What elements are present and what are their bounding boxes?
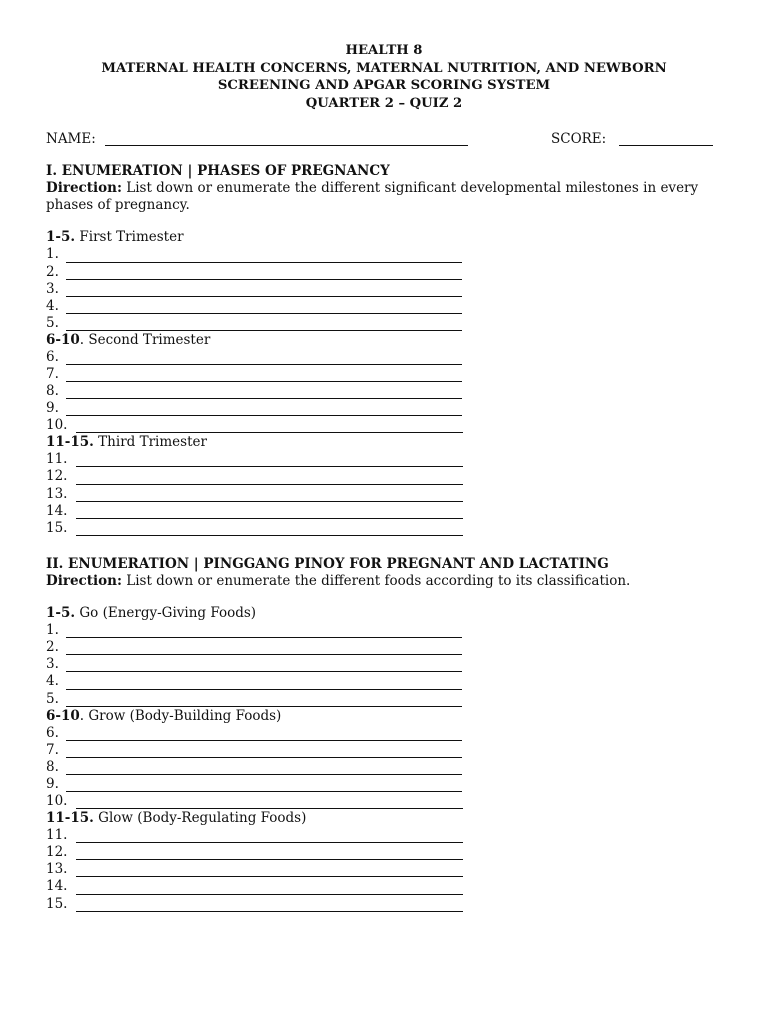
name-label: NAME: <box>46 131 96 147</box>
score-blank[interactable] <box>619 144 713 146</box>
answer-number: 6. <box>46 348 59 365</box>
group-label: First Trimester <box>75 229 184 246</box>
answer-row <box>46 673 726 690</box>
answer-row <box>46 315 726 332</box>
answer-number: 13. <box>46 485 68 502</box>
answer-blank[interactable] <box>66 670 462 672</box>
answer-number: 4. <box>46 297 59 314</box>
answer-blank[interactable] <box>76 500 463 502</box>
name-score-row <box>46 129 714 149</box>
answer-row <box>46 246 726 263</box>
answer-blank[interactable] <box>66 312 462 314</box>
answer-number: 11. <box>46 827 68 844</box>
answer-row <box>46 417 726 434</box>
answer-row <box>46 503 726 520</box>
answer-number: 8. <box>46 758 59 775</box>
answer-number: 14. <box>46 878 68 895</box>
group-range: 11-15. <box>46 810 94 827</box>
answer-blank[interactable] <box>66 329 462 331</box>
answer-number: 4. <box>46 673 59 690</box>
answer-number: 10. <box>46 793 68 810</box>
answer-number: 5. <box>46 690 59 707</box>
answer-number: 1. <box>46 246 59 263</box>
section-pinggang-pinoy <box>46 556 726 913</box>
answer-row <box>46 400 726 417</box>
answer-row <box>46 383 726 400</box>
answer-blank[interactable] <box>66 380 462 382</box>
answer-number: 15. <box>46 895 68 912</box>
answer-row <box>46 861 726 878</box>
answer-number: 3. <box>46 656 59 673</box>
answer-blank[interactable] <box>76 841 463 843</box>
answer-row <box>46 827 726 844</box>
answer-blank[interactable] <box>76 517 463 519</box>
answer-row <box>46 742 726 759</box>
answer-number: 15. <box>46 519 68 536</box>
answer-number: 9. <box>46 400 59 417</box>
answer-number: 9. <box>46 775 59 792</box>
answer-row <box>46 639 726 656</box>
subject-title: HEALTH 8 <box>345 43 423 58</box>
answer-blank[interactable] <box>66 414 462 416</box>
group-label: . Grow (Body-Building Foods) <box>79 707 282 724</box>
answer-number: 6. <box>46 724 59 741</box>
group-label: Go (Energy-Giving Foods) <box>75 605 257 622</box>
answer-blank[interactable] <box>66 773 462 775</box>
answer-number: 10. <box>46 417 68 434</box>
answer-number: 1. <box>46 622 59 639</box>
direction-label: Direction: <box>46 180 122 196</box>
answer-number: 14. <box>46 502 68 519</box>
answer-row <box>46 691 726 708</box>
answer-blank[interactable] <box>76 431 463 433</box>
group-range: 6-10 <box>46 707 80 724</box>
group-label: Glow (Body-Regulating Foods) <box>93 810 307 827</box>
answer-blank[interactable] <box>66 653 462 655</box>
section-title: I. ENUMERATION | PHASES OF PREGNANCY <box>46 163 390 179</box>
quarter-quiz-title: QUARTER 2 – QUIZ 2 <box>305 95 463 111</box>
answer-blank[interactable] <box>66 790 462 792</box>
answer-number: 2. <box>46 263 59 280</box>
answer-row <box>46 878 726 895</box>
answer-row <box>46 264 726 281</box>
answer-row <box>46 622 726 639</box>
answer-blank[interactable] <box>66 739 462 741</box>
answer-row <box>46 281 726 298</box>
answer-row <box>46 896 726 913</box>
group-title <box>46 332 726 349</box>
answer-number: 7. <box>46 365 59 382</box>
answer-number: 2. <box>46 639 59 656</box>
answer-row <box>46 656 726 673</box>
group-title <box>46 810 726 827</box>
name-blank[interactable] <box>105 144 468 146</box>
answer-blank[interactable] <box>76 875 463 877</box>
quiz-header <box>0 42 768 112</box>
group-label: Third Trimester <box>93 434 207 451</box>
answer-blank[interactable] <box>66 688 462 690</box>
answer-blank[interactable] <box>76 858 463 860</box>
section-phases-of-pregnancy <box>46 163 726 537</box>
direction-text <box>46 573 726 590</box>
answer-blank[interactable] <box>76 534 463 536</box>
answer-blank[interactable] <box>76 465 463 467</box>
answer-blank[interactable] <box>76 893 463 895</box>
section-title: II. ENUMERATION | PINGGANG PINOY FOR PREGNANT AND LACTATING <box>46 556 609 572</box>
direction-label: Direction: <box>46 573 122 589</box>
group-title <box>46 605 726 622</box>
answer-row <box>46 298 726 315</box>
answer-blank[interactable] <box>66 397 462 399</box>
group-range: 11-15. <box>46 434 94 451</box>
answer-number: 7. <box>46 741 59 758</box>
group-title <box>46 229 726 246</box>
answer-row <box>46 486 726 503</box>
answer-row <box>46 844 726 861</box>
answer-row <box>46 776 726 793</box>
group-range: 1-5. <box>46 605 76 622</box>
answer-number: 12. <box>46 468 68 485</box>
answer-number: 8. <box>46 383 59 400</box>
answer-blank[interactable] <box>76 910 463 912</box>
direction-body: List down or enumerate the different significant developmental milestones in every phases of pregnancy. <box>46 180 699 214</box>
answer-row <box>46 793 726 810</box>
group-label: . Second Trimester <box>79 331 211 348</box>
group-title <box>46 708 726 725</box>
answer-blank[interactable] <box>76 483 463 485</box>
answer-blank[interactable] <box>66 278 462 280</box>
answer-row <box>46 759 726 776</box>
answer-number: 12. <box>46 844 68 861</box>
group-title <box>46 434 726 451</box>
group-range: 6-10 <box>46 331 80 348</box>
answer-row <box>46 451 726 468</box>
answer-number: 13. <box>46 861 68 878</box>
answer-blank[interactable] <box>66 705 462 707</box>
answer-blank[interactable] <box>66 756 462 758</box>
group-range: 1-5. <box>46 229 76 246</box>
topic-title-line-2: SCREENING AND APGAR SCORING SYSTEM <box>217 78 551 93</box>
answer-number: 3. <box>46 280 59 297</box>
answer-row <box>46 349 726 366</box>
answer-row <box>46 366 726 383</box>
answer-row <box>46 725 726 742</box>
score-label: SCORE: <box>551 131 607 147</box>
answer-blank[interactable] <box>66 295 462 297</box>
direction-body: List down or enumerate the different foods according to its classification. <box>121 573 631 589</box>
topic-title-line-1: MATERNAL HEALTH CONCERNS, MATERNAL NUTRITION, AND NEWBORN <box>101 60 667 76</box>
answer-row <box>46 520 726 537</box>
direction-text <box>46 180 726 214</box>
answer-number: 11. <box>46 451 68 468</box>
answer-number: 5. <box>46 314 59 331</box>
answer-blank[interactable] <box>66 261 462 263</box>
answer-blank[interactable] <box>76 807 463 809</box>
answer-blank[interactable] <box>66 363 462 365</box>
answer-row <box>46 468 726 485</box>
answer-blank[interactable] <box>66 636 462 638</box>
